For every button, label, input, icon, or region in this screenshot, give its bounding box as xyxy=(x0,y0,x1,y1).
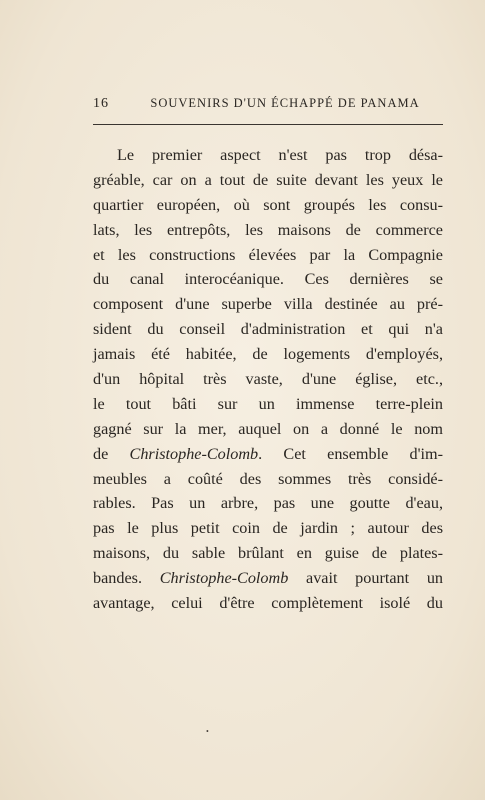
header-rule xyxy=(93,124,443,125)
running-title: SOUVENIRS D'UN ÉCHAPPÉ DE PANAMA xyxy=(150,96,420,110)
text-line: meubles a coûté des sommes très considé- xyxy=(93,469,443,488)
text-segment: de xyxy=(93,444,130,463)
text-line: le tout bâti sur un immense terre-plein xyxy=(93,394,443,413)
text-line: gréable, car on a tout de suite devant les yeux le xyxy=(93,170,443,189)
text-line xyxy=(93,566,443,591)
text-line: d'un hôpital très vaste, d'une église, etc., xyxy=(93,370,443,389)
text-line: sident du conseil d'administration et qui n'a xyxy=(93,320,443,339)
text-line: pas le plus petit coin de jardin ; autour des xyxy=(93,519,443,538)
text-line: jamais été habitée, de logements d'employés, xyxy=(93,345,443,364)
text-line: rables. Pas un arbre, pas une goutte d'eau, xyxy=(93,494,443,513)
text-segment: . Cet ensemble d'im- xyxy=(258,444,444,463)
page-number: 16 xyxy=(93,96,109,111)
body-text xyxy=(93,143,443,616)
text-line: et les constructions élevées par la Compagnie xyxy=(93,245,443,264)
text-line: lats, les entrepôts, les maisons de commerce xyxy=(93,220,443,239)
text-line: quartier européen, où sont groupés les consu- xyxy=(93,195,443,214)
text-line: maisons, du sable brûlant en guise de plates- xyxy=(93,544,443,563)
text-line: Le premier aspect n'est pas trop désa- xyxy=(117,146,443,164)
text-line: avantage, celui d'être complètement isolé du xyxy=(93,594,443,613)
text-line: gagné sur la mer, auquel on a donné le nom xyxy=(93,419,443,438)
text-segment: avait pourtant un xyxy=(288,569,444,588)
text-line: du canal interocéanique. Ces dernières se xyxy=(93,270,443,289)
italic-name: Christophe-Colomb xyxy=(129,444,259,463)
page-header xyxy=(93,96,443,112)
italic-name: Christophe-Colomb xyxy=(159,569,289,588)
text-segment: bandes. xyxy=(93,569,160,588)
signature-mark: • xyxy=(206,727,209,736)
text-line xyxy=(93,442,443,467)
text-line: composent d'une superbe villa destinée au pré- xyxy=(93,295,443,314)
